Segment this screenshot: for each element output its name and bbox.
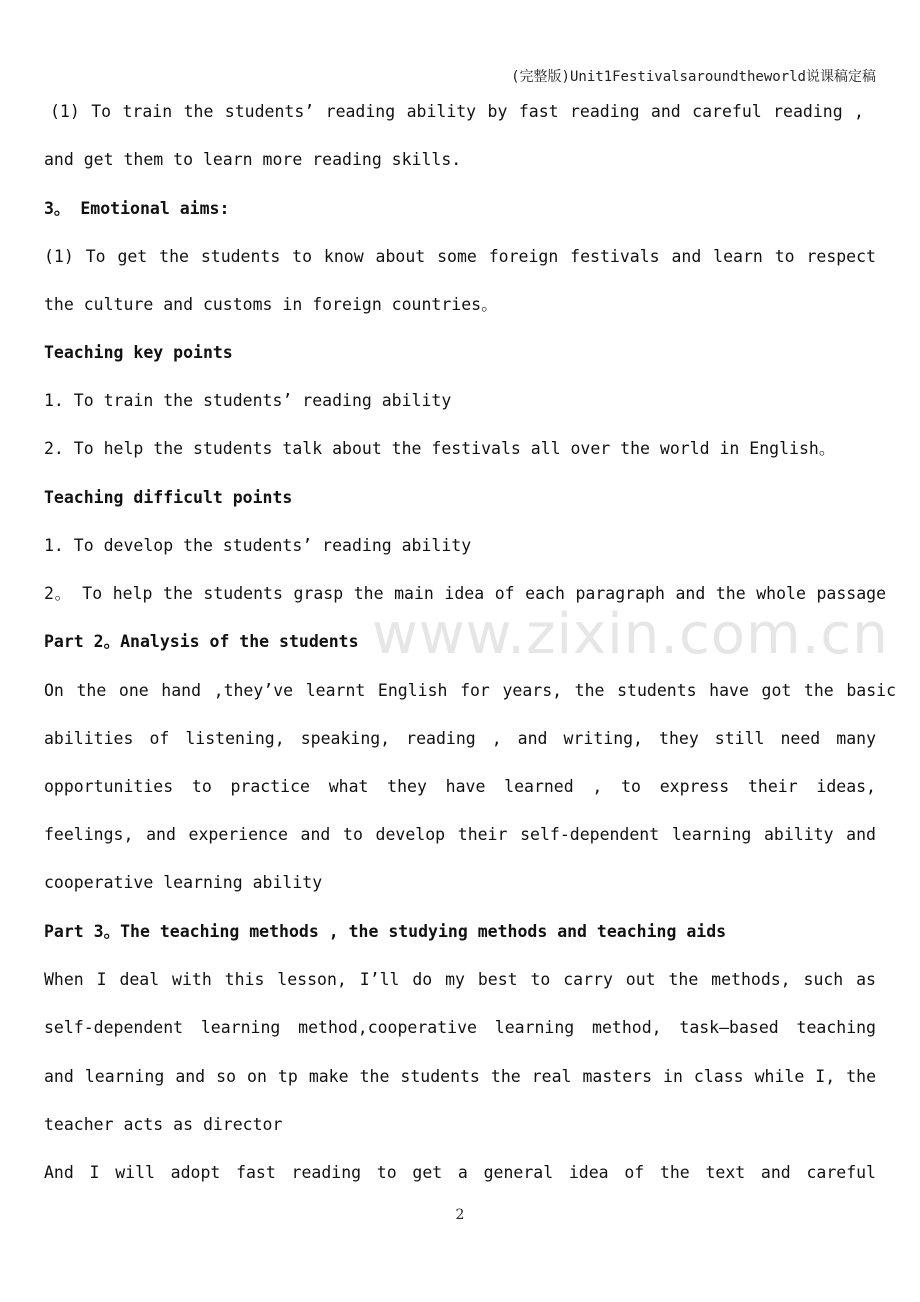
paragraph-line: And I will adopt fast reading to get a general idea of the text and careful [44, 1163, 876, 1182]
page-number: 2 [455, 1207, 465, 1223]
paragraph-line: and get them to learn more reading skills. [44, 150, 462, 169]
paragraph-line: cooperative learning ability [44, 873, 323, 892]
paragraph-line: feelings, and experience and to develop their self-dependent learning ability and [44, 825, 876, 844]
paragraph-line: (1) To train the students’ reading ability by fast reading and careful reading , [50, 102, 864, 121]
section-heading: 3。 Emotional aims: [44, 199, 230, 218]
part-heading: Part 3。The teaching methods , the studying methods and teaching aids [44, 922, 727, 941]
section-heading: Teaching difficult points [44, 488, 293, 507]
paragraph-line: the culture and customs in foreign countries。 [44, 295, 498, 314]
paragraph-line: (1) To get the students to know about some foreign festivals and learn to respect [44, 247, 876, 266]
paragraph-line: self-dependent learning method,cooperative learning method, task—based teaching [44, 1018, 876, 1037]
running-header: (完整版)Unit1Festivalsaroundtheworld说课稿定稿 [511, 69, 876, 85]
list-item: 2. To help the students talk about the festivals all over the world in English。 [44, 439, 836, 458]
paragraph-line: On the one hand ,they’ve learnt English for years, the students have got the basic [44, 681, 896, 700]
paragraph-line: abilities of listening, speaking, reading , and writing, they still need many [44, 729, 876, 748]
part-heading: Part 2。Analysis of the students [44, 632, 359, 651]
list-item: 1. To train the students’ reading ability [44, 391, 452, 410]
paragraph-line: teacher acts as director [44, 1115, 283, 1134]
section-heading: Teaching key points [44, 343, 233, 362]
paragraph-line: and learning and so on tp make the students the real masters in class while I, the [44, 1067, 876, 1086]
watermark: www.zixin.com.cn [372, 602, 889, 667]
list-item: 1. To develop the students’ reading ability [44, 536, 472, 555]
paragraph-line: When I deal with this lesson, I’ll do my best to carry out the methods, such as [44, 970, 876, 989]
list-item: 2。 To help the students grasp the main idea of each paragraph and the whole passage [44, 584, 886, 603]
paragraph-line: opportunities to practice what they have learned , to express their ideas, [44, 777, 876, 796]
